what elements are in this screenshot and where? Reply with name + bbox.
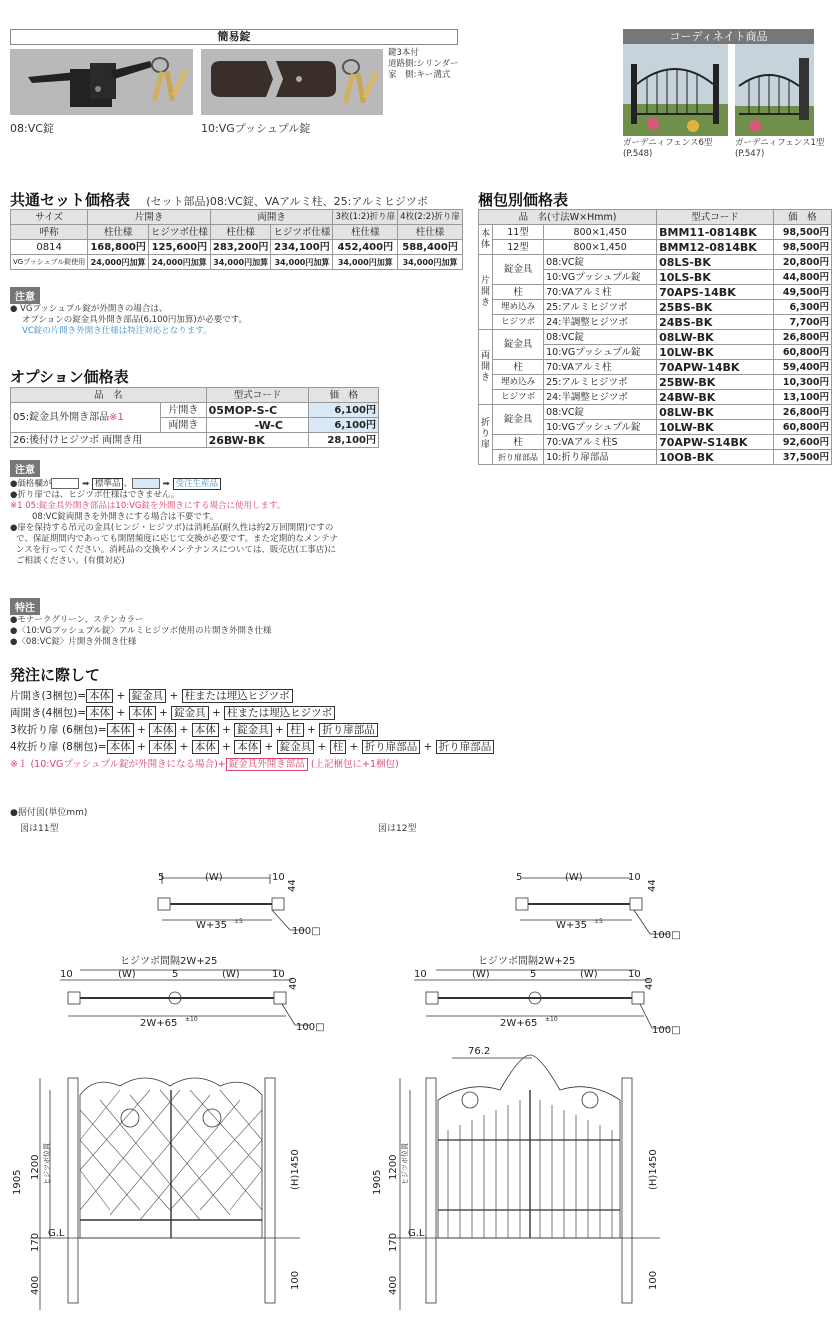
fence1-photo — [735, 44, 814, 136]
opt-name: 26:後付けヒジツボ 両開き用 — [11, 433, 207, 448]
pkg-name: 10:VGプッシュプル錠 — [544, 270, 657, 285]
installation-drawing — [0, 850, 840, 1310]
set-parts-label: セット部品 — [150, 195, 206, 208]
option-table — [10, 387, 379, 448]
pkg-cat-pillar: 柱 — [493, 435, 544, 450]
table-row — [479, 405, 832, 420]
pkg-code: 70APW-S14BK — [657, 435, 774, 450]
fence6-caption — [623, 138, 712, 160]
vc-lock-caption: 08:VC錠 — [10, 122, 54, 135]
package-table — [478, 209, 832, 465]
price-cell: 588,400円 — [398, 240, 463, 255]
vg-lock-caption: 10:VGプッシュプル錠 — [201, 122, 311, 135]
header-double: 両開き — [210, 210, 333, 225]
plus: + — [222, 741, 231, 753]
fence1-page: (P.547) — [735, 149, 765, 159]
part-body: 本体 — [129, 706, 156, 720]
pkg-sub: 12型 — [493, 240, 544, 255]
pkg-name: 10:VGプッシュプル錠 — [544, 420, 657, 435]
special-line: ●〈08:VC錠〉片開き外開き仕様 — [10, 637, 137, 647]
dim-10: 10 — [272, 969, 285, 980]
legend-pre: ●価格欄が — [10, 479, 52, 489]
pkg-price: 98,500円 — [773, 225, 831, 240]
dim-10: 10 — [628, 969, 641, 980]
part-body: 本体 — [192, 723, 219, 737]
fence6-page: (P.548) — [623, 149, 653, 159]
table-row — [479, 390, 832, 405]
pkg-cat-lock: 錠金具 — [493, 255, 544, 285]
set-parts-list: 08:VC錠、VAアルミ柱、25:アルミヒジツボ — [209, 195, 428, 208]
label: 両開き(4梱包)= — [10, 707, 87, 719]
header-hinge: ヒジツボ仕様 — [271, 225, 333, 240]
price-legend: ●価格欄が ➡ 標準品 、 ➡ 受注生産品 — [10, 478, 450, 490]
special-line: ●モナークグリーン、ステンカラー — [10, 615, 144, 625]
row-name: VGプッシュプル錠使用 — [11, 255, 88, 270]
pkg-cat-lock: 錠金具 — [493, 405, 544, 435]
pkg-header-code: 型式コード — [657, 210, 774, 225]
dim-10: 10 — [60, 969, 73, 980]
part-fold: 折り扉部品 — [319, 723, 378, 737]
part-body: 本体 — [149, 723, 176, 737]
dim-5: 5 — [530, 969, 537, 980]
pkg-code: 10OB-BK — [657, 450, 774, 465]
hinge-pos: ヒジツボ位置 — [43, 1143, 51, 1185]
pkg-price: 6,300円 — [773, 300, 831, 315]
plus: + — [137, 741, 146, 753]
table-row — [11, 403, 379, 418]
standard-label: 標準品 — [92, 478, 124, 490]
order-formulas — [10, 688, 494, 773]
dim-40: 40 — [288, 977, 299, 990]
pkg-name: 70:VAアルミ柱S — [544, 435, 657, 450]
header-hinge: ヒジツボ仕様 — [148, 225, 210, 240]
part-pillar: 柱または埋込ヒジツボ — [182, 689, 293, 703]
header-single: 片開き — [88, 210, 211, 225]
plus: + — [222, 724, 231, 736]
pkg-price: 13,100円 — [773, 390, 831, 405]
tol-10: ±10 — [545, 1016, 558, 1023]
right-elevation — [388, 1055, 660, 1310]
opt-row-name — [11, 403, 161, 433]
header-pillar: 柱仕様 — [88, 225, 149, 240]
pkg-name: 25:アルミヒジツボ — [544, 300, 657, 315]
common-set-heading: 共通セット価格表 (セット部品)08:VC錠、VAアルミ柱、25:アルミヒジツボ — [10, 191, 428, 209]
dim-100sq: 100□ — [652, 930, 681, 941]
part-body: 本体 — [86, 689, 113, 703]
pkg-price: 26,800円 — [773, 330, 831, 345]
part-body: 本体 — [107, 740, 134, 754]
plus: + — [179, 724, 189, 736]
pkg-name: 70:VAアルミ柱 — [544, 285, 657, 300]
pkg-price: 44,800円 — [773, 270, 831, 285]
pkg-price: 92,600円 — [773, 435, 831, 450]
table-row — [479, 330, 832, 345]
opt-code: 26BW-BK — [206, 433, 309, 448]
pkg-cat-pillar: 柱 — [493, 360, 544, 375]
plus: + — [137, 724, 146, 736]
pkg-cat-pillar: 柱 — [493, 285, 544, 300]
order-swatch — [132, 478, 160, 489]
dim-w: (W) — [205, 872, 223, 883]
price-cell: 34,000円加算 — [271, 255, 333, 270]
fence6-photo — [623, 44, 728, 136]
dim-5: 5 — [516, 872, 523, 883]
pkg-price: 37,500円 — [773, 450, 831, 465]
table-row — [11, 240, 463, 255]
vg-lock-photo — [201, 49, 383, 115]
price-cell: 24,000円加算 — [148, 255, 210, 270]
special-tag — [10, 598, 40, 615]
note-line: で、保証期間内であっても開閉頻度に応じて交換が必要です。また定期的なメンテナ — [16, 534, 339, 544]
note2 — [10, 478, 450, 567]
tol-5: ±5 — [594, 918, 603, 925]
dim-w: (W) — [580, 969, 598, 980]
note-line: オプションの錠金具外開き部品(6,100円加算)が必要です。 — [22, 315, 248, 325]
table-row — [479, 300, 832, 315]
note-line: ンスを行ってください。消耗品の交換やメンテナンスについては、販売店(工事店)に — [16, 545, 337, 555]
part-body: 本体 — [192, 740, 219, 754]
order-fold3 — [10, 722, 494, 739]
pkg-price: 26,800円 — [773, 405, 831, 420]
price-cell: 283,200円 — [210, 240, 271, 255]
group-double: 両開き — [479, 330, 493, 405]
opt-sub: 両開き — [161, 418, 206, 433]
pkg-header-price: 価 格 — [773, 210, 831, 225]
dim-10: 10 — [414, 969, 427, 980]
fence6-illustration — [623, 44, 728, 136]
note-line: ●扉を保持する吊元の金具(ヒンジ・ヒジツボ)は消耗品(耐久性は約2万回開閉)ですの — [10, 523, 334, 533]
pkg-name: 800×1,450 — [544, 240, 657, 255]
pkg-code: 08LW-BK — [657, 405, 774, 420]
dim-100sq: 100□ — [652, 1025, 681, 1036]
price-cell: 452,400円 — [333, 240, 398, 255]
opt-price: 6,100円 — [309, 418, 379, 433]
order-title: 発注に際して — [10, 666, 101, 684]
pkg-cat-embed: 埋め込み — [493, 300, 544, 315]
pkg-price: 60,800円 — [773, 345, 831, 360]
header-fold3: 3枚(1:2)折り扉 — [333, 210, 398, 225]
note-part: 錠金具外開き部品 — [226, 758, 308, 771]
table-row — [479, 225, 832, 240]
dim-pitch: ヒジツボ間隔2W+25 — [120, 956, 218, 967]
side-note-line: 鍵3本付 — [388, 48, 419, 58]
note-pre: ※１ (10:VGプッシュプル錠が外開きになる場合)+ — [10, 759, 226, 770]
pkg-code: 70APW-14BK — [657, 360, 774, 375]
price-cell: 34,000円加算 — [333, 255, 398, 270]
dim-44: 44 — [647, 879, 658, 892]
dim-2w65: 2W+65 — [140, 1018, 178, 1029]
fence1-name: ガーデニィフェンス1型 — [735, 138, 825, 148]
dim-pitch: ヒジツボ間隔2W+25 — [478, 956, 576, 967]
dim-w: (W) — [472, 969, 490, 980]
note-tag: 注意 — [10, 287, 40, 304]
pkg-cat-hinge: ヒジツボ — [493, 315, 544, 330]
dim-100sq: 100□ — [292, 926, 321, 937]
opt-header-price: 価 格 — [309, 388, 379, 403]
dim-400: 400 — [30, 1275, 41, 1295]
price-cell: 34,000円加算 — [210, 255, 271, 270]
pkg-code: 10LS-BK — [657, 270, 774, 285]
part-lock: 錠金具 — [234, 723, 272, 737]
pkg-code: 25BW-BK — [657, 375, 774, 390]
opt-header-code: 型式コード — [206, 388, 309, 403]
pkg-cat-lock: 錠金具 — [493, 330, 544, 360]
pkg-name: 10:VGプッシュプル錠 — [544, 345, 657, 360]
pkg-name: 800×1,450 — [544, 225, 657, 240]
pkg-price: 98,500円 — [773, 240, 831, 255]
lock-section-title: 簡易錠 — [10, 29, 458, 45]
dim-400: 400 — [388, 1275, 399, 1295]
pkg-code: 10LW-BK — [657, 345, 774, 360]
note-line: VC錠の片開き外開き仕様は特注対応となります。 — [22, 326, 212, 336]
side-note-line: 家 側:キー溝式 — [388, 70, 451, 80]
pkg-name: 08:VC錠 — [544, 255, 657, 270]
hinge-pos: ヒジツボ位置 — [401, 1143, 409, 1185]
plus: + — [169, 690, 179, 702]
table-row — [479, 240, 832, 255]
dim-w35: W+35 — [556, 920, 587, 931]
gl-label: G.L — [48, 1228, 65, 1239]
table-row — [11, 433, 379, 448]
opt-mark: ※1 — [109, 412, 124, 423]
common-set-title: 共通セット価格表 — [10, 191, 131, 209]
side-note-line: 道路側:シリンダー — [388, 59, 459, 69]
pkg-name: 10:折り扉部品 — [544, 450, 657, 465]
note-tag: 注意 — [10, 460, 40, 477]
part-pillar: 柱 — [330, 740, 347, 754]
dim-w: (W) — [565, 872, 583, 883]
opt-code: 05MOP-S-C — [206, 403, 309, 418]
order-fold4 — [10, 739, 494, 756]
order-single — [10, 688, 494, 705]
dim-170: 170 — [30, 1232, 41, 1252]
group-single: 片開き — [479, 255, 493, 330]
price-cell: 34,000円加算 — [398, 255, 463, 270]
vc-lock-photo — [10, 49, 193, 115]
lock-side-note — [388, 48, 459, 81]
option-title: オプション価格表 — [10, 368, 129, 386]
pkg-price: 59,400円 — [773, 360, 831, 375]
pkg-price: 7,700円 — [773, 315, 831, 330]
vc-lock-illustration — [10, 49, 193, 115]
note-line: ご相談ください。(有償対応) — [16, 556, 125, 566]
dim-w35: W+35 — [196, 920, 227, 931]
dim-h: (H)1450 — [648, 1149, 659, 1190]
part-lock: 錠金具 — [277, 740, 315, 754]
tol-10: ±10 — [185, 1016, 198, 1023]
note-line: ※1 05:錠金具外開き部品は10:VG錠を外開きにする場合に使用します。 — [10, 501, 286, 511]
label: 4枚折り扉 (8梱包)= — [10, 741, 107, 753]
order-label: 受注生産品 — [173, 478, 222, 490]
part-body: 本体 — [107, 723, 134, 737]
part-body: 本体 — [149, 740, 176, 754]
pkg-code: 08LS-BK — [657, 255, 774, 270]
group-body: 本体 — [479, 225, 493, 255]
dim-5: 5 — [172, 969, 179, 980]
pkg-sub: 11型 — [493, 225, 544, 240]
pkg-header-name: 品 名(寸法W×Hmm) — [479, 210, 657, 225]
order-double — [10, 705, 494, 722]
plus: + — [179, 741, 189, 753]
pkg-price: 49,500円 — [773, 285, 831, 300]
special-notes — [10, 615, 272, 648]
dim-1200: 1200 — [30, 1154, 41, 1180]
header-fold4: 4枚(2:2)折り扉 — [398, 210, 463, 225]
drawing-title: ●据付図(単位mm) — [10, 808, 88, 818]
fence1-illustration — [735, 44, 814, 136]
dim-2w65: 2W+65 — [500, 1018, 538, 1029]
label: 片開き(3梱包)= — [10, 690, 87, 702]
order-note — [10, 756, 494, 773]
plus: + — [423, 741, 433, 753]
vg-lock-illustration — [201, 49, 383, 115]
opt-header-name: 品 名 — [11, 388, 207, 403]
part-pillar: 柱 — [287, 723, 304, 737]
note-line: ● VGプッシュプル錠が外開きの場合は、 — [10, 304, 168, 314]
fence6-name: ガーデニィフェンス6型 — [623, 138, 713, 148]
dim-76-2: 76.2 — [468, 1046, 491, 1057]
dim-1200: 1200 — [388, 1154, 399, 1180]
header-size: サイズ — [11, 210, 88, 225]
dim-5: 5 — [158, 872, 165, 883]
fence1-caption — [735, 138, 824, 160]
note-line: 08:VC錠両開きを外開きにする場合は不要です。 — [32, 512, 219, 522]
pkg-code: 24BW-BK — [657, 390, 774, 405]
package-title: 梱包別価格表 — [478, 191, 569, 209]
pkg-name: 24:半調整ヒジツボ — [544, 390, 657, 405]
price-cell: 234,100円 — [271, 240, 333, 255]
table-row — [479, 315, 832, 330]
pkg-name: 08:VC錠 — [544, 330, 657, 345]
tol-5: ±5 — [234, 918, 243, 925]
pkg-code: BMM11-0814BK — [657, 225, 774, 240]
common-set-table — [10, 209, 463, 270]
table-row — [479, 435, 832, 450]
price-cell: 168,800円 — [88, 240, 149, 255]
row-name: 0814 — [11, 240, 88, 255]
part-pillar: 柱または埋込ヒジツボ — [224, 706, 335, 720]
header-pillar: 柱仕様 — [398, 225, 463, 240]
plus: + — [349, 741, 359, 753]
table-row — [11, 255, 463, 270]
table-row — [479, 360, 832, 375]
pkg-price: 60,800円 — [773, 420, 831, 435]
part-body: 本体 — [234, 740, 261, 754]
pkg-code: 25BS-BK — [657, 300, 774, 315]
table-row — [479, 375, 832, 390]
plus: + — [264, 741, 274, 753]
plus: + — [212, 707, 221, 719]
note1 — [10, 304, 247, 337]
gl-label: G.L — [408, 1228, 425, 1239]
pkg-name: 25:アルミヒジツボ — [544, 375, 657, 390]
dim-40: 40 — [644, 977, 655, 990]
pkg-code: 24BS-BK — [657, 315, 774, 330]
plus: + — [116, 690, 126, 702]
part-lock: 錠金具 — [171, 706, 209, 720]
header-name: 呼称 — [11, 225, 88, 240]
part-body: 本体 — [86, 706, 113, 720]
plus: + — [307, 724, 316, 736]
dim-100: 100 — [648, 1270, 659, 1290]
plus: + — [116, 707, 126, 719]
dim-h: (H)1450 — [290, 1149, 301, 1190]
dim-1905: 1905 — [12, 1169, 23, 1195]
dim-w: (W) — [118, 969, 136, 980]
right-caption: 図は12型 — [378, 824, 417, 834]
pkg-price: 20,800円 — [773, 255, 831, 270]
part-lock: 錠金具 — [129, 689, 167, 703]
note1-tag — [10, 287, 40, 304]
pkg-code: BMM12-0814BK — [657, 240, 774, 255]
note-tag: 特注 — [10, 598, 40, 615]
plus: + — [159, 707, 168, 719]
dim-100: 100 — [290, 1270, 301, 1290]
opt-price: 28,100円 — [309, 433, 379, 448]
note2-tag — [10, 460, 40, 477]
pkg-code: 08LW-BK — [657, 330, 774, 345]
pkg-cat-fold: 折り扉部品 — [493, 450, 544, 465]
header-pillar: 柱仕様 — [333, 225, 398, 240]
left-caption: 図は11型 — [20, 824, 59, 834]
table-row — [479, 285, 832, 300]
dim-100sq: 100□ — [296, 1022, 325, 1033]
opt-price: 6,100円 — [309, 403, 379, 418]
header-pillar: 柱仕様 — [210, 225, 271, 240]
price-cell: 24,000円加算 — [88, 255, 149, 270]
dim-10: 10 — [272, 872, 285, 883]
note-line: ●折り扉では、ヒジツボ仕様はできません。 — [10, 490, 180, 500]
note-post: (上記梱包に+1梱包) — [310, 759, 399, 770]
part-fold: 折り扉部品 — [436, 740, 495, 754]
pkg-name: 24:半調整ヒジツボ — [544, 315, 657, 330]
table-row — [479, 450, 832, 465]
standard-swatch — [51, 478, 79, 489]
part-fold: 折り扉部品 — [362, 740, 421, 754]
table-row — [479, 255, 832, 270]
plus: + — [275, 724, 284, 736]
pkg-code: 70APS-14BK — [657, 285, 774, 300]
pkg-name: 08:VC錠 — [544, 405, 657, 420]
opt-name: 05:錠金具外開き部品 — [13, 412, 110, 423]
dim-w: (W) — [222, 969, 240, 980]
dim-1905: 1905 — [372, 1169, 383, 1195]
group-fold: 折り扉 — [479, 405, 493, 465]
pkg-name: 70:VAアルミ柱 — [544, 360, 657, 375]
opt-code: -W-C — [206, 418, 309, 433]
price-cell: 125,600円 — [148, 240, 210, 255]
dim-170: 170 — [388, 1232, 399, 1252]
dim-10: 10 — [628, 872, 641, 883]
pkg-cat-embed: 埋め込み — [493, 375, 544, 390]
dim-44: 44 — [287, 879, 298, 892]
opt-sub: 片開き — [161, 403, 206, 418]
coordinate-title: コーディネイト商品 — [623, 29, 814, 44]
plus: + — [317, 741, 327, 753]
pkg-cat-hinge: ヒジツボ — [493, 390, 544, 405]
left-elevation — [30, 1078, 300, 1310]
label: 3枚折り扉 (6梱包)= — [10, 724, 107, 736]
pkg-price: 10,300円 — [773, 375, 831, 390]
pkg-code: 10LW-BK — [657, 420, 774, 435]
special-line: ●〈10:VGプッシュプル錠〉アルミヒジツボ使用の片開き外開き仕様 — [10, 626, 272, 636]
